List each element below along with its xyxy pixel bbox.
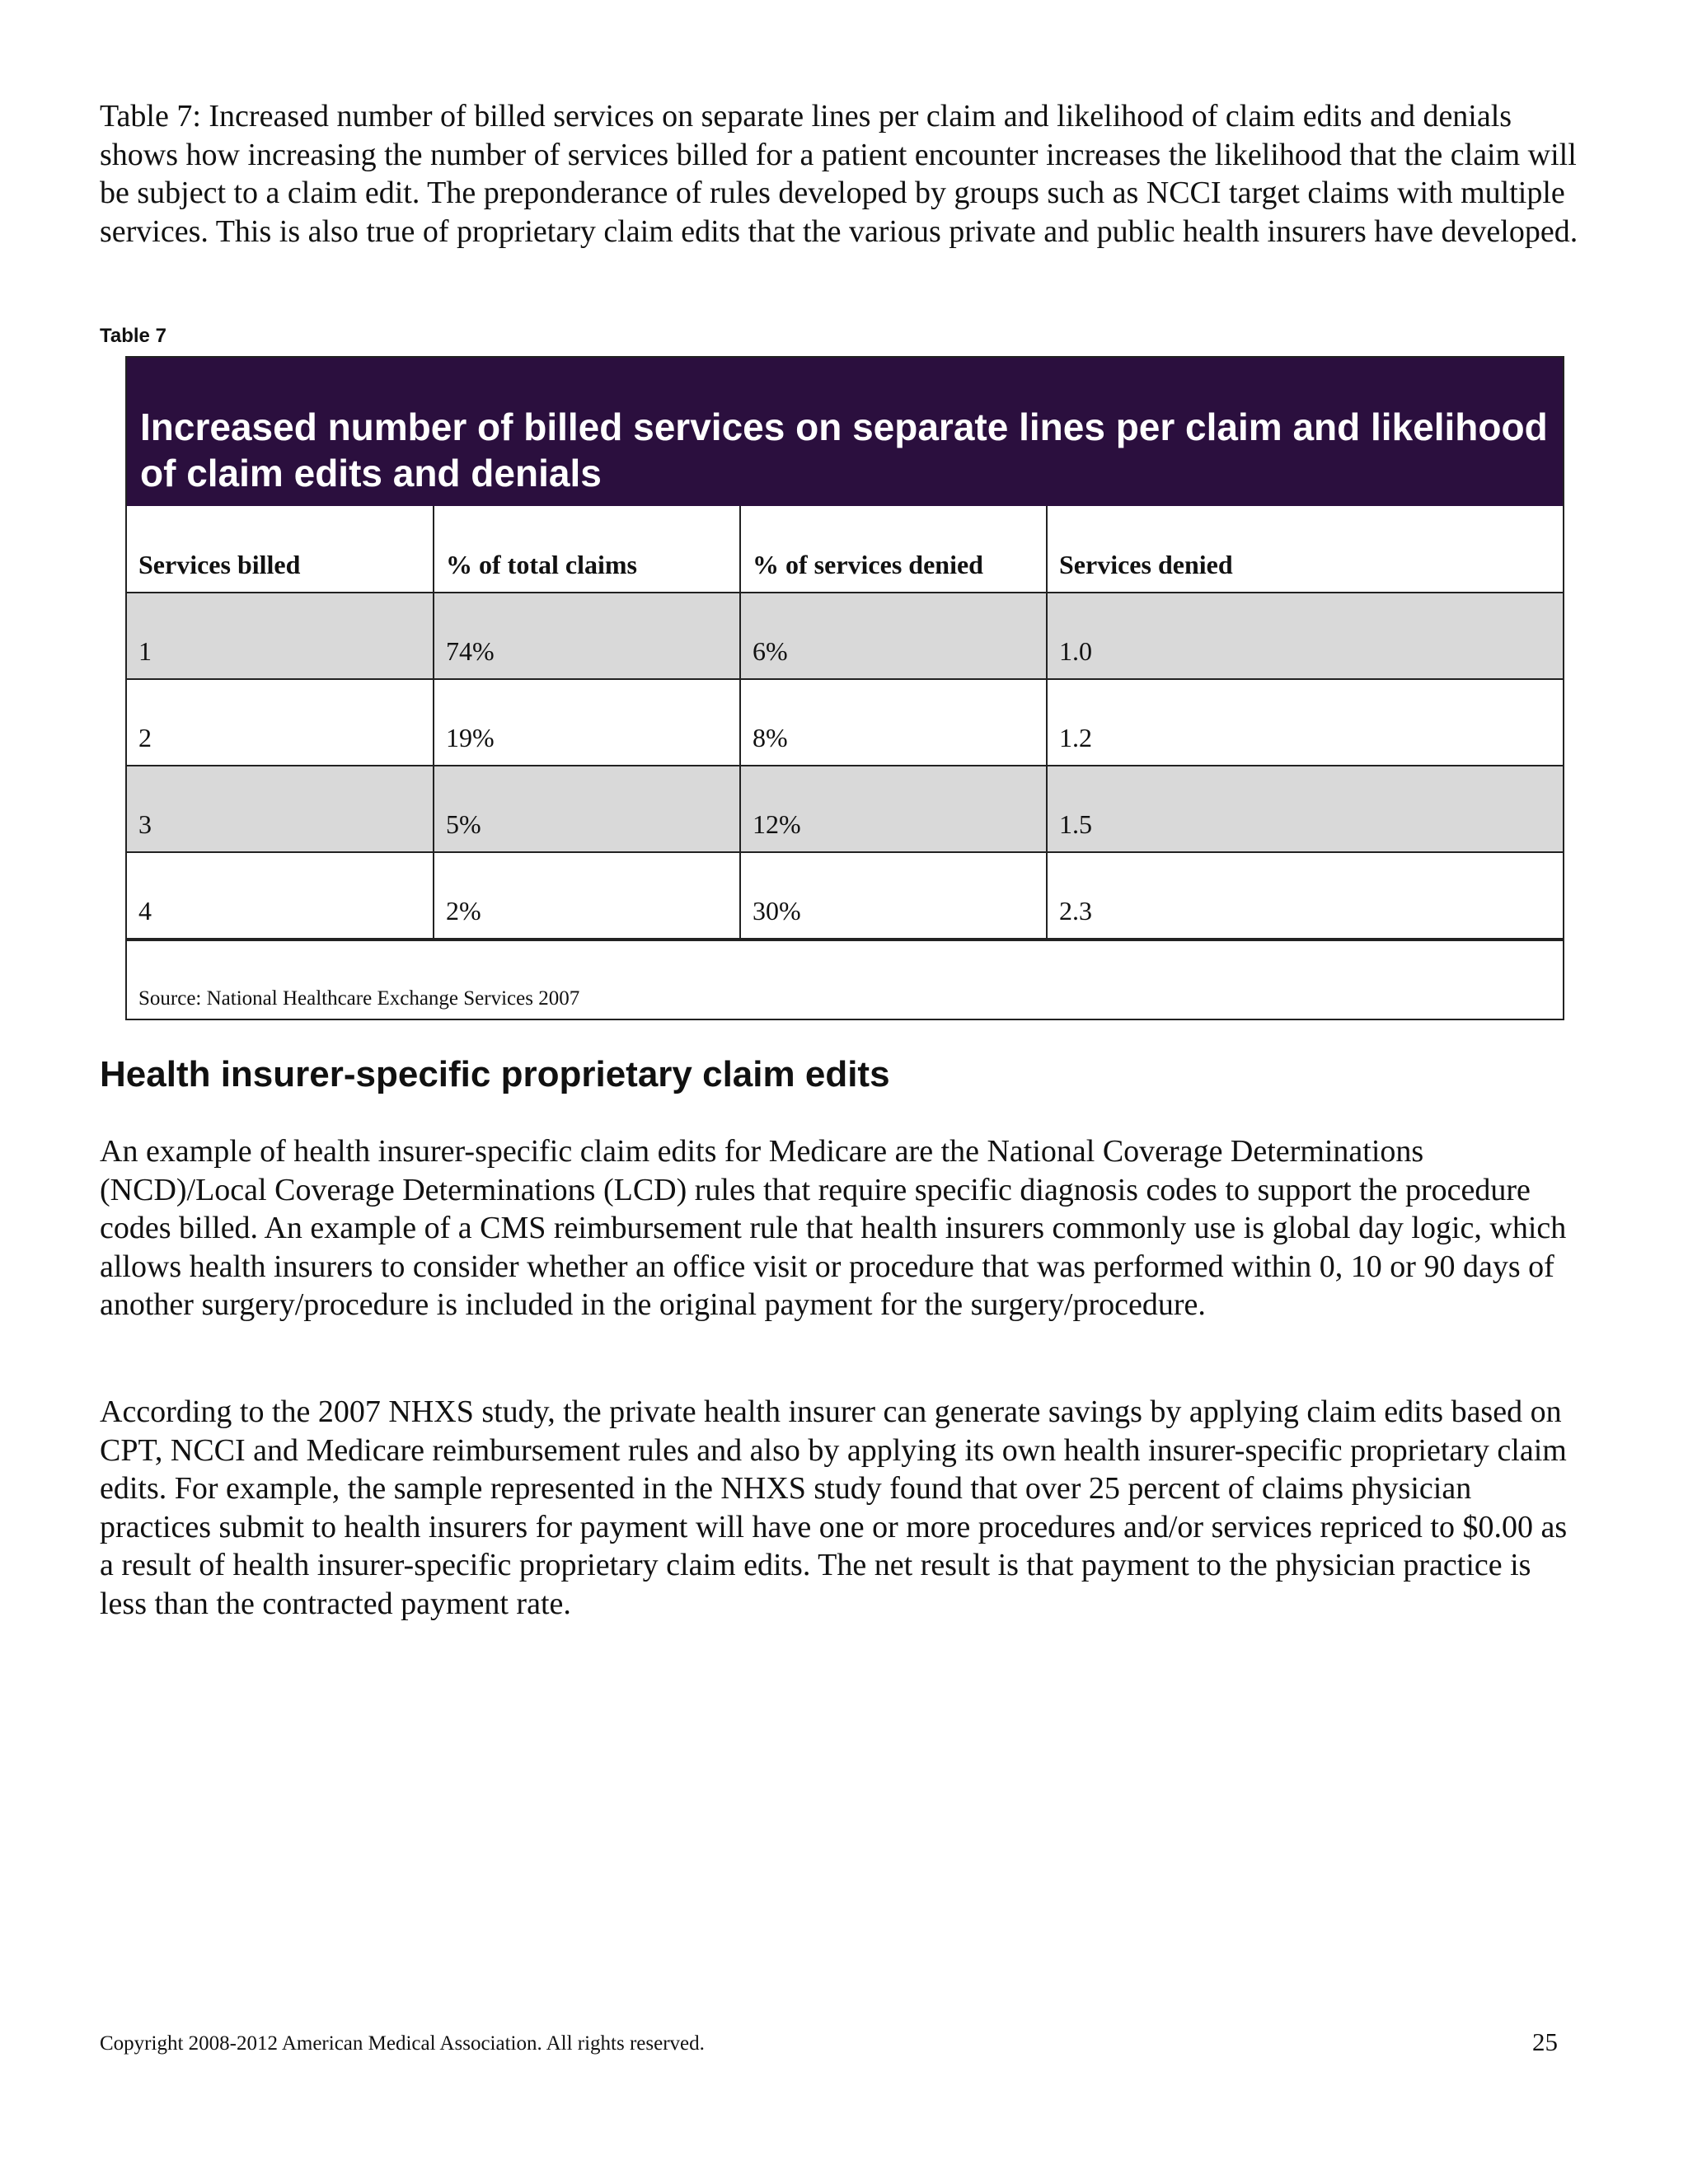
claims-table (125, 356, 1564, 1020)
table-row (127, 852, 1563, 939)
header-services-denied: Services denied (1047, 506, 1563, 593)
intro-paragraph: Table 7: Increased number of billed services on separate lines per claim and likelihood of claim edits and denials shows how increasing the number of services billed for a patient encounter increases the likelihood that the claim will be subject to a claim edit. The preponderance of rules developed by groups such as NCCI target claims with multiple services. This is also true of proprietary claim edits that the various private and public health insurers have developed. (100, 99, 1578, 249)
cell-pct-total-claims: 2% (434, 852, 740, 939)
table-header-row (127, 506, 1563, 593)
header-services-billed: Services billed (127, 506, 434, 593)
table-caption: Table 7 (100, 325, 166, 347)
table-row (127, 766, 1563, 852)
table-title: Increased number of billed services on separate lines per claim and likelihood of claim edits and denials (127, 358, 1563, 506)
cell-services-billed: 3 (127, 766, 434, 852)
table-row (127, 593, 1563, 679)
cell-pct-total-claims: 19% (434, 679, 740, 766)
page-number: 25 (1532, 2027, 1558, 2056)
cell-pct-services-denied: 6% (740, 593, 1047, 679)
cell-services-denied: 1.0 (1047, 593, 1563, 679)
cell-pct-total-claims: 5% (434, 766, 740, 852)
cell-pct-total-claims: 74% (434, 593, 740, 679)
cell-services-billed: 2 (127, 679, 434, 766)
body-paragraph: An example of health insurer-specific claim edits for Medicare are the National Coverage Determinations (NCD)/Local Coverage Determinations (LCD) rules that require specific diagnosis codes to support the procedure codes billed. An example of a CMS reimbursement rule that health insurers commonly use is global day logic, which allows health insurers to consider whether an office visit or procedure that was performed within 0, 10 or 90 days of another surgery/procedure is included in the original payment for the surgery/procedure. (100, 1134, 1567, 1322)
cell-pct-services-denied: 8% (740, 679, 1047, 766)
header-pct-total-claims: % of total claims (434, 506, 740, 593)
body-paragraph: According to the 2007 NHXS study, the private health insurer can generate savings by applying claim edits based on CPT, NCCI and Medicare reimbursement rules and also by applying its own health insurer-specific proprietary claim edits. For example, the sample represented in the NHXS study found that over 25 percent of claims physician practices submit to health insurers for payment will have one or more procedures and/or services repriced to $0.00 as a result of health insurer-specific proprietary claim edits. The net result is that payment to the physician practice is less than the contracted payment rate. (100, 1394, 1568, 1621)
cell-services-billed: 4 (127, 852, 434, 939)
table-source-note: Source: National Healthcare Exchange Services 2007 (127, 940, 1563, 1019)
cell-services-billed: 1 (127, 593, 434, 679)
table-row (127, 679, 1563, 766)
cell-pct-services-denied: 30% (740, 852, 1047, 939)
cell-services-denied: 1.2 (1047, 679, 1563, 766)
header-pct-services-denied: % of services denied (740, 506, 1047, 593)
cell-services-denied: 1.5 (1047, 766, 1563, 852)
cell-pct-services-denied: 12% (740, 766, 1047, 852)
section-heading: Health insurer-specific proprietary claim edits (100, 1054, 890, 1094)
footer-copyright: Copyright 2008-2012 American Medical Association. All rights reserved. (100, 2032, 705, 2055)
cell-services-denied: 2.3 (1047, 852, 1563, 939)
claims-table-grid (127, 506, 1563, 940)
